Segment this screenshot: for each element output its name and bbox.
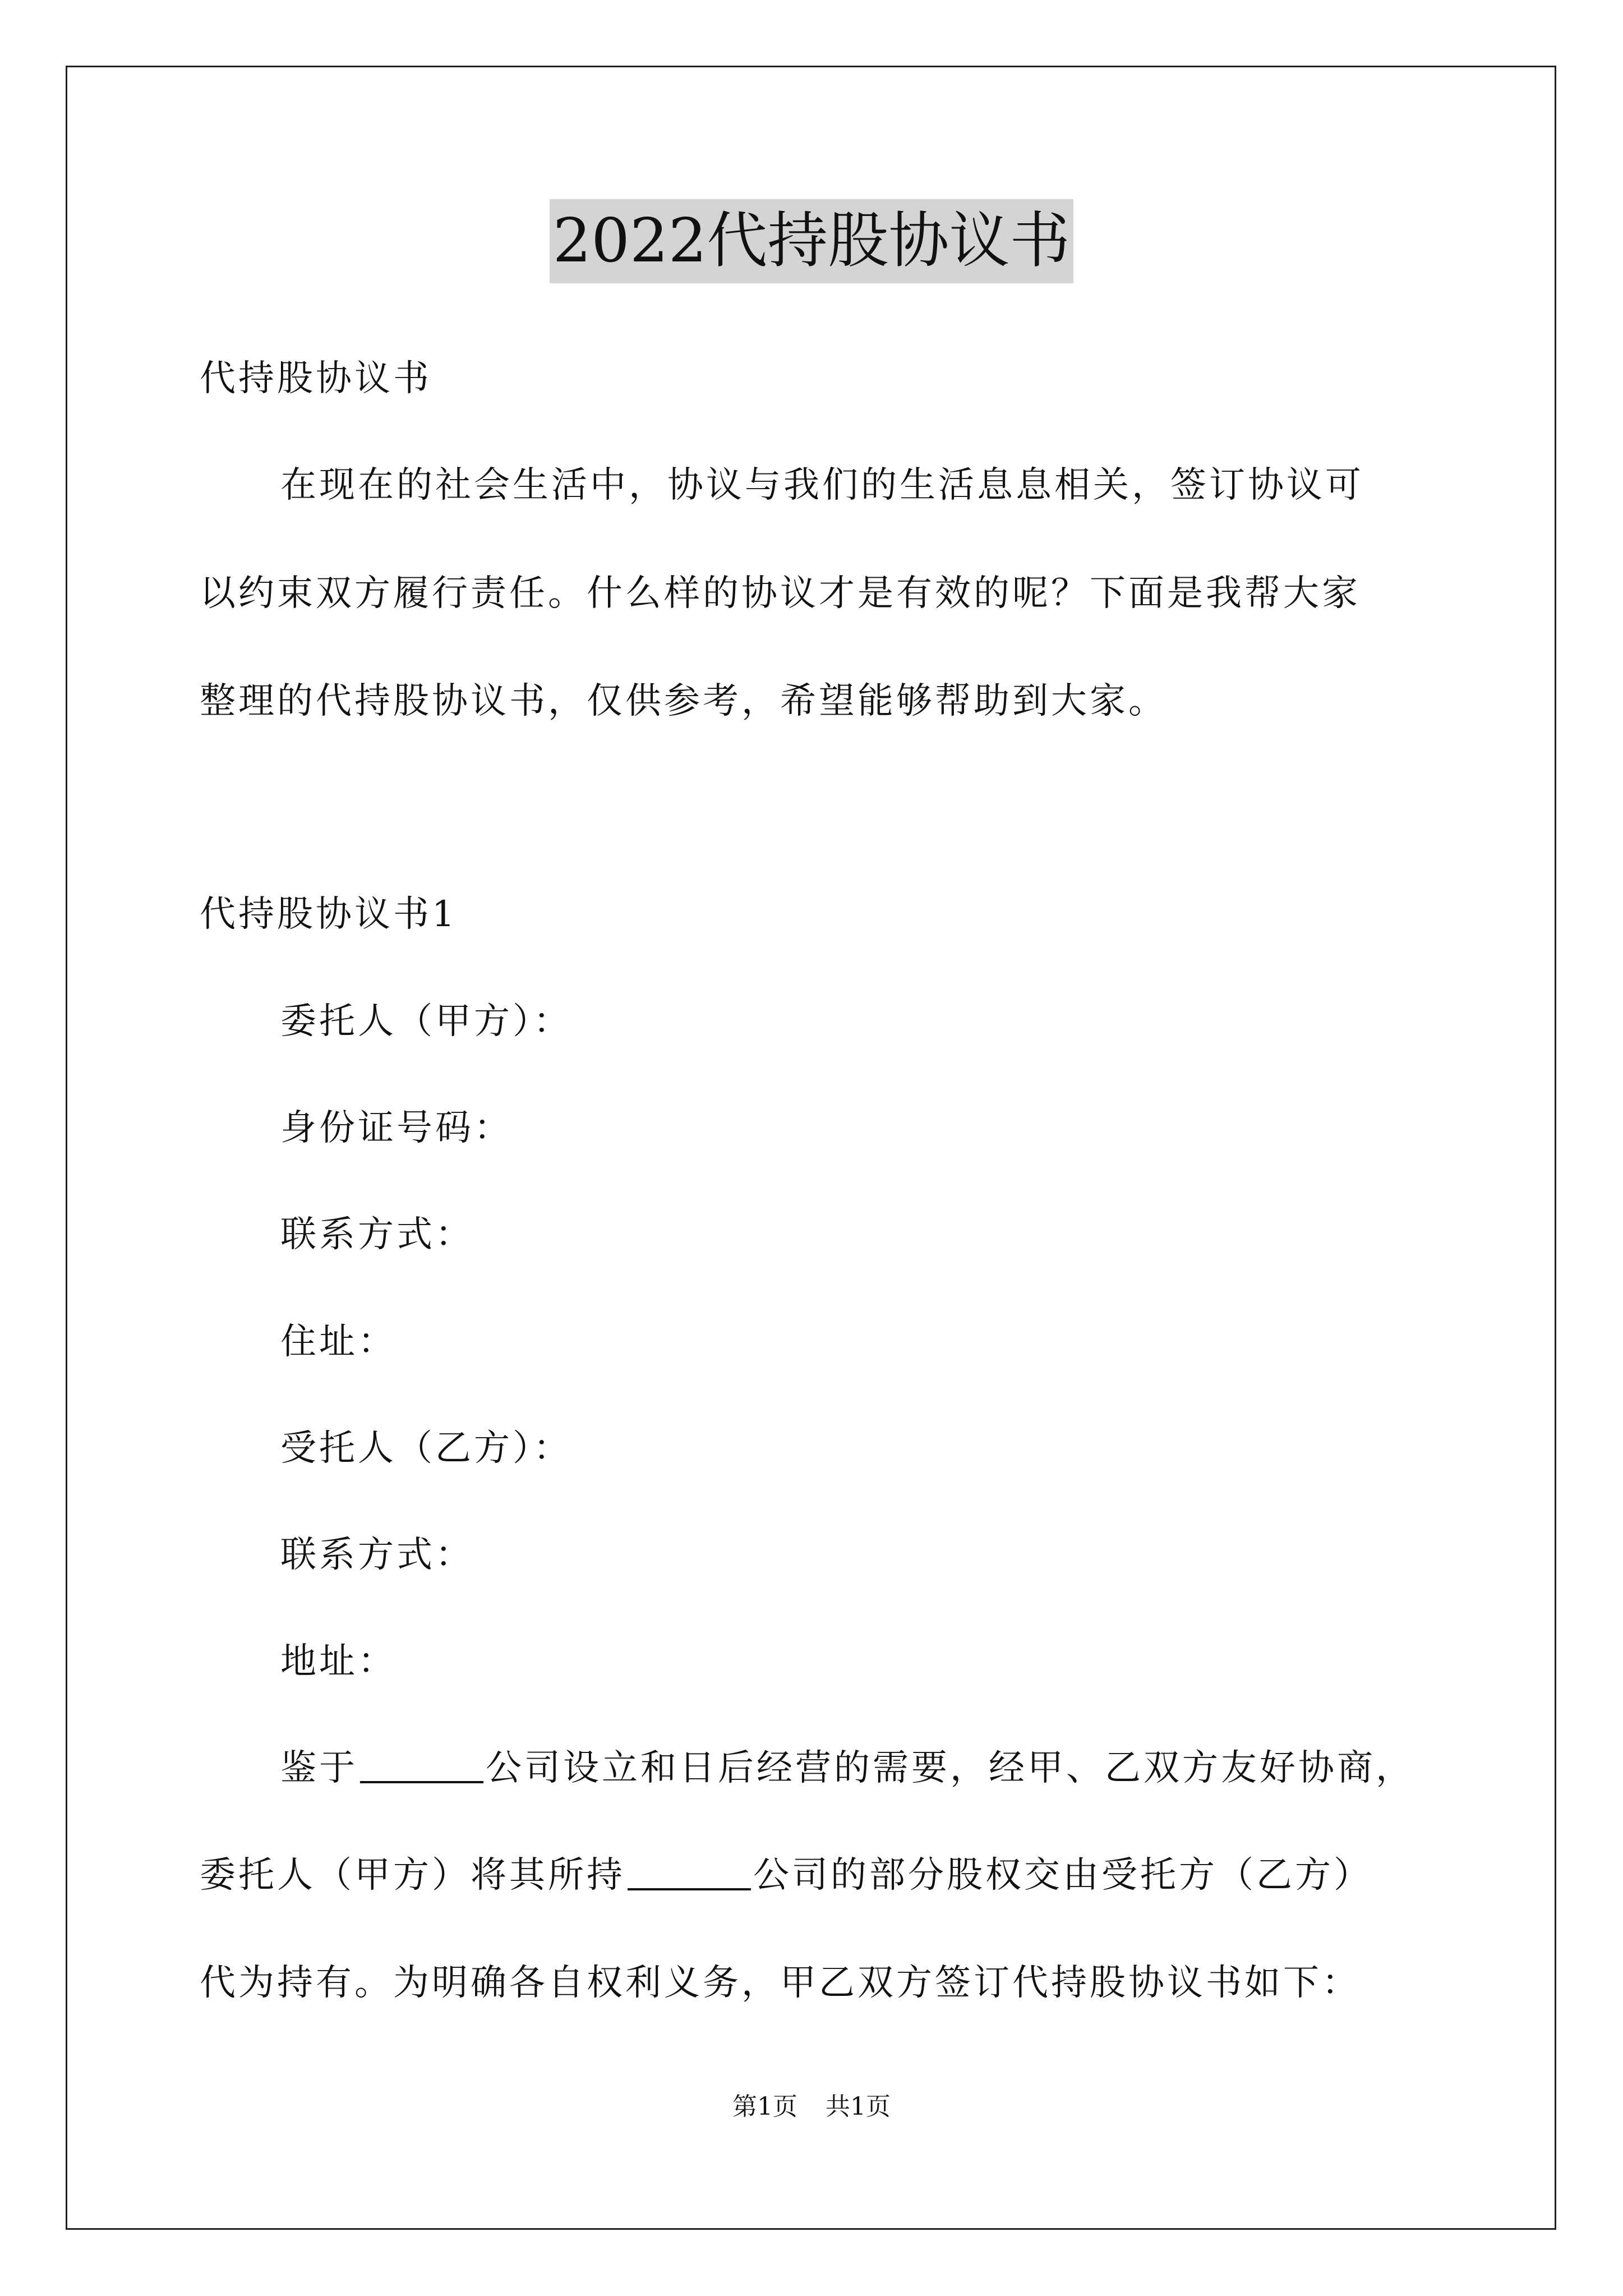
field-id-number: 身份证号码： [280, 1107, 513, 1149]
page-number-total: 共1页 [826, 2092, 891, 2121]
document-title: 2022代持股协议书 [550, 199, 1074, 283]
recital-line-1-post: 公司设立和日后经营的需要，经甲、乙双方友好协商， [486, 1747, 1414, 1789]
intro-line-2: 以约束双方履行责任。什么样的协议才是有效的呢？下面是我帮大家 [200, 573, 1361, 614]
intro-line-3: 整理的代持股协议书，仅供参考，希望能够帮助到大家。 [200, 680, 1167, 722]
page-footer [0, 2090, 1623, 2124]
field-contact-2: 联系方式： [280, 1534, 474, 1576]
field-address: 地址： [280, 1641, 396, 1682]
recital-line-2-pre: 委托人（甲方）将其所持 [200, 1855, 625, 1896]
title-container [0, 199, 1623, 283]
document-heading: 代持股协议书 [200, 358, 432, 399]
field-residence: 住址： [280, 1321, 396, 1363]
intro-line-1: 在现在的社会生活中，协议与我们的生活息息相关，签订协议可 [280, 464, 1364, 506]
section-title: 代持股协议书1 [200, 894, 458, 935]
recital-line-2 [200, 1850, 1372, 1901]
company-name-blank [628, 1888, 751, 1890]
field-contact-1: 联系方式： [280, 1214, 474, 1255]
recital-line-1 [280, 1743, 1414, 1793]
field-trustee: 受托人（乙方）： [280, 1428, 572, 1469]
recital-line-1-pre: 鉴于 [280, 1747, 358, 1789]
company-name-blank [360, 1781, 483, 1783]
recital-line-3: 代为持有。为明确各自权利义务，甲乙双方签订代持股协议书如下： [200, 1962, 1361, 2004]
field-principal: 委托人（甲方）： [280, 1001, 572, 1042]
recital-line-2-post: 公司的部分股权交由受托方（乙方） [753, 1855, 1372, 1896]
page-number-current: 第1页 [732, 2092, 797, 2121]
